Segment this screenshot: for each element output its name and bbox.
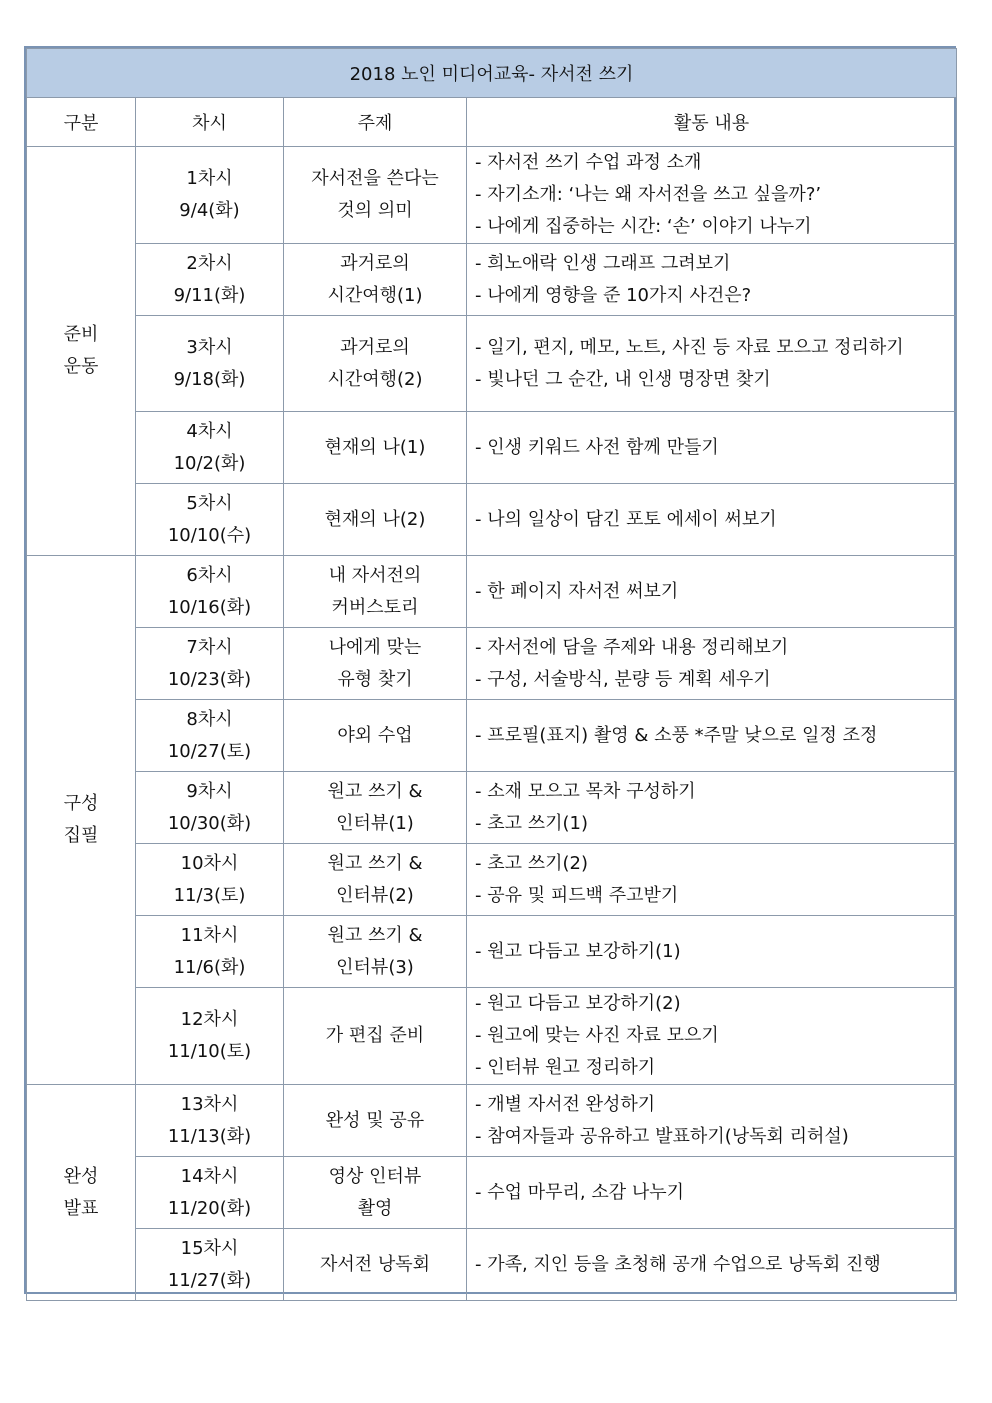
activity-item: - 나에게 집중하는 시간: ‘손’ 이야기 나누기 [475, 216, 812, 237]
session-date: 11/3(토) [173, 884, 246, 906]
topic-cell [284, 412, 467, 484]
table-row [27, 628, 957, 700]
topic-text: 시간여행(1) [327, 284, 423, 306]
activity-item: - 프로필(표지) 촬영 & 소풍 *주말 낮으로 일정 조정 [475, 724, 878, 746]
activity-item: - 초고 쓰기(1) [475, 812, 588, 834]
session-number: 12차시 [180, 1009, 239, 1030]
topic-cell [284, 147, 467, 244]
category-label: 완성 [63, 1165, 99, 1187]
topic-text: 것의 의미 [337, 200, 413, 221]
session-cell [136, 1229, 284, 1301]
session-cell [136, 412, 284, 484]
activity-item: - 참여자들과 공유하고 발표하기(낭독회 리허설) [475, 1125, 849, 1147]
activity-cell [467, 844, 957, 916]
session-cell [136, 916, 284, 988]
session-cell [136, 244, 284, 316]
table-row [27, 147, 957, 244]
session-cell [136, 147, 284, 244]
activity-cell [467, 1085, 957, 1157]
session-number: 10차시 [180, 852, 239, 874]
topic-text: 인터뷰(3) [336, 956, 414, 978]
activity-cell [467, 1229, 957, 1301]
session-cell [136, 484, 284, 556]
topic-text: 인터뷰(1) [336, 812, 414, 834]
activity-cell [467, 147, 957, 244]
topic-text: 과거로의 [340, 252, 410, 274]
table-row [27, 700, 957, 772]
header-session: 차시 [136, 98, 284, 147]
activity-item: - 소재 모으고 목차 구성하기 [475, 780, 696, 802]
title-row [27, 49, 957, 98]
session-date: 10/30(화) [167, 812, 252, 834]
activity-item: - 인생 키워드 사전 함께 만들기 [475, 436, 719, 458]
activity-cell [467, 484, 957, 556]
activity-cell [467, 916, 957, 988]
session-date: 11/27(화) [167, 1269, 252, 1291]
session-number: 4차시 [186, 420, 233, 442]
session-date: 11/20(화) [167, 1197, 252, 1219]
activity-item: - 수업 마무리, 소감 나누기 [475, 1181, 684, 1203]
activity-cell [467, 556, 957, 628]
session-date: 10/23(화) [167, 668, 252, 690]
topic-cell [284, 316, 467, 412]
category-cell [27, 556, 136, 1085]
session-cell [136, 628, 284, 700]
session-number: 8차시 [186, 708, 233, 730]
session-number: 5차시 [186, 492, 233, 514]
activity-item: - 일기, 편지, 메모, 노트, 사진 등 자료 모으고 정리하기 [475, 336, 904, 358]
session-cell [136, 772, 284, 844]
category-cell [27, 1085, 136, 1301]
table-row [27, 1085, 957, 1157]
activity-item: - 빛나던 그 순간, 내 인생 명장면 찾기 [475, 368, 771, 390]
activity-item: - 원고 다듬고 보강하기(1) [475, 940, 681, 962]
activity-cell [467, 1157, 957, 1229]
topic-text: 영상 인터뷰 [328, 1165, 422, 1187]
category-label: 발표 [63, 1197, 99, 1219]
table-title: 2018 노인 미디어교육- 자서전 쓰기 [27, 49, 957, 98]
session-cell [136, 1157, 284, 1229]
activity-cell [467, 412, 957, 484]
activity-item: - 한 페이지 자서전 써보기 [475, 580, 679, 602]
session-number: 13차시 [180, 1093, 239, 1115]
topic-text: 과거로의 [340, 336, 410, 358]
table-row [27, 316, 957, 412]
session-number: 2차시 [186, 252, 233, 274]
header-row [27, 98, 957, 147]
topic-text: 원고 쓰기 & [327, 852, 423, 874]
topic-text: 인터뷰(2) [336, 884, 414, 906]
session-cell [136, 700, 284, 772]
topic-cell [284, 844, 467, 916]
session-date: 10/16(화) [167, 596, 252, 618]
topic-text: 촬영 [357, 1197, 393, 1219]
session-date: 11/13(화) [167, 1125, 252, 1147]
session-cell [136, 556, 284, 628]
topic-text: 야외 수업 [337, 724, 413, 746]
category-label: 집필 [63, 825, 99, 846]
table-row [27, 412, 957, 484]
activity-item: - 자서전에 담을 주제와 내용 정리해보기 [475, 636, 789, 658]
category-cell [27, 147, 136, 556]
topic-text: 원고 쓰기 & [327, 924, 423, 946]
topic-text: 커버스토리 [331, 596, 419, 618]
topic-text: 유형 찾기 [337, 668, 413, 690]
topic-text: 가 편집 준비 [325, 1025, 425, 1046]
session-number: 7차시 [186, 636, 233, 658]
session-date: 9/11(화) [173, 284, 246, 306]
activity-cell [467, 244, 957, 316]
topic-text: 원고 쓰기 & [327, 780, 423, 802]
session-number: 9차시 [186, 780, 233, 802]
table-row [27, 1229, 957, 1301]
activity-item: - 원고에 맞는 사진 자료 모으기 [475, 1025, 719, 1046]
table-row [27, 1157, 957, 1229]
table-row [27, 556, 957, 628]
topic-text: 현재의 나(1) [324, 436, 426, 458]
topic-cell [284, 700, 467, 772]
session-date: 10/2(화) [173, 452, 246, 474]
table-row [27, 988, 957, 1085]
session-date: 9/4(화) [179, 200, 240, 221]
topic-cell [284, 1157, 467, 1229]
activity-item: - 인터뷰 원고 정리하기 [475, 1057, 656, 1078]
topic-text: 자서전을 쓴다는 [311, 168, 439, 189]
table-row [27, 844, 957, 916]
session-number: 15차시 [180, 1237, 239, 1259]
schedule-table [26, 48, 957, 1301]
activity-item: - 공유 및 피드백 주고받기 [475, 884, 679, 906]
topic-text: 자서전 낭독회 [319, 1253, 431, 1275]
header-activity: 활동 내용 [467, 98, 957, 147]
topic-cell [284, 916, 467, 988]
schedule-sheet [24, 46, 956, 1294]
activity-item: - 희노애락 인생 그래프 그려보기 [475, 252, 731, 274]
table-row [27, 772, 957, 844]
session-date: 11/6(화) [173, 956, 246, 978]
session-number: 14차시 [180, 1165, 239, 1187]
session-cell [136, 844, 284, 916]
category-label: 구성 [63, 793, 99, 814]
session-cell [136, 988, 284, 1085]
activity-item: - 원고 다듬고 보강하기(2) [475, 993, 681, 1014]
session-number: 11차시 [180, 924, 239, 946]
topic-cell [284, 556, 467, 628]
category-label: 운동 [63, 356, 99, 377]
activity-item: - 개별 자서전 완성하기 [475, 1093, 656, 1115]
activity-item: - 초고 쓰기(2) [475, 852, 588, 874]
topic-text: 시간여행(2) [327, 368, 423, 390]
activity-cell [467, 628, 957, 700]
session-number: 3차시 [186, 336, 233, 358]
topic-text: 완성 및 공유 [325, 1109, 425, 1131]
session-cell [136, 316, 284, 412]
session-date: 10/10(수) [167, 524, 252, 546]
activity-item: - 나에게 영향을 준 10가지 사건은? [475, 284, 752, 306]
header-topic: 주제 [284, 98, 467, 147]
activity-cell [467, 772, 957, 844]
topic-cell [284, 772, 467, 844]
activity-item: - 자기소개: ‘나는 왜 자서전을 쓰고 싶을까?’ [475, 184, 822, 205]
topic-cell [284, 988, 467, 1085]
table-row [27, 484, 957, 556]
session-date: 9/18(화) [173, 368, 246, 390]
session-number: 6차시 [186, 564, 233, 586]
category-label: 준비 [63, 324, 99, 345]
topic-text: 내 자서전의 [328, 564, 422, 586]
activity-item: - 가족, 지인 등을 초청해 공개 수업으로 낭독회 진행 [475, 1253, 881, 1275]
session-date: 11/10(토) [167, 1041, 252, 1062]
topic-cell [284, 484, 467, 556]
activity-item: - 나의 일상이 담긴 포토 에세이 써보기 [475, 508, 777, 530]
session-cell [136, 1085, 284, 1157]
topic-cell [284, 628, 467, 700]
activity-cell [467, 700, 957, 772]
table-row [27, 244, 957, 316]
activity-cell [467, 988, 957, 1085]
session-date: 10/27(토) [167, 740, 252, 762]
topic-cell [284, 1085, 467, 1157]
topic-cell [284, 1229, 467, 1301]
topic-text: 현재의 나(2) [324, 508, 426, 530]
activity-item: - 자서전 쓰기 수업 과정 소개 [475, 152, 702, 173]
topic-cell [284, 244, 467, 316]
topic-text: 나에게 맞는 [328, 636, 422, 658]
session-number: 1차시 [186, 168, 233, 189]
activity-cell [467, 316, 957, 412]
header-category: 구분 [27, 98, 136, 147]
table-row [27, 916, 957, 988]
activity-item: - 구성, 서술방식, 분량 등 계획 세우기 [475, 668, 771, 690]
